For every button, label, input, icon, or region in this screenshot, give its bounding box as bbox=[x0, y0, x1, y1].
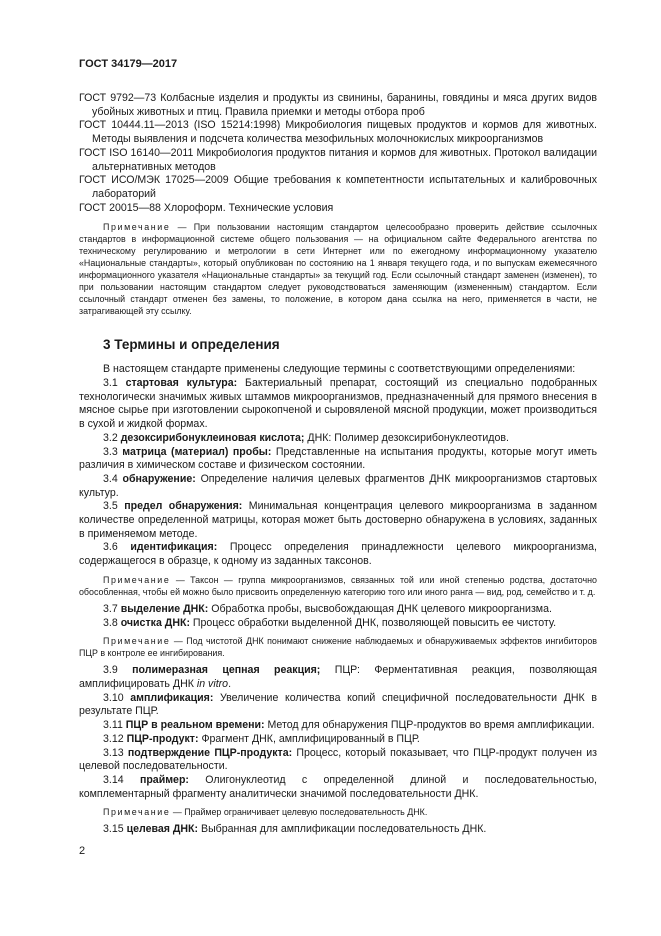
document-header: ГОСТ 34179—2017 bbox=[79, 58, 178, 70]
reference-item: ГОСТ ISO 16140—2011 Микробиология продуктов питания и кормов для животных. Протокол валидации альтернативных методов bbox=[79, 146, 598, 173]
reference-item: ГОСТ 10444.11—2013 (ISO 15214:1998) Микробиология пищевых продуктов и кормов для животных. Методы выявления и подсчета количества мезофильных молочнокислых микроорганизмов bbox=[79, 119, 597, 146]
reference-note: Примечание — При пользовании настоящим стандартом целесообразно проверить действие ссылочных стандартов в информационной системе общего пользования — на официальном сайте Федерального агентства по техническому регулированию и метрологии в сети Интернет или по ежегодному информационному указателю «Национальные стандарты», который опубликован по состоянию на 1 января текущего года, и по выпускам ежемесячного информационного указателя «Национальные стандарты» за текущий год. Если ссылочный стандарт заменен (изменен), то при пользовании настоящим стандартом следует руководствоваться заменяющим (измененным) стандартом. Если ссылочный стандарт отменен без замены, то положение, в котором дана ссылка на него, применяется в части, не затрагивающей эту ссылку. bbox=[79, 222, 598, 317]
term-definition: 3.9 полимеразная цепная реакция; ПЦР: Ферментативная реакция, позволяющая амплифицировать ДНК in vitro. bbox=[79, 664, 597, 690]
term-definition: 3.14 праймер: Олигонуклеотид с определенной длиной и последовательностью, комплементарный фрагменту аналитически значимой последовательности ДНК. bbox=[79, 773, 598, 800]
reference-item: ГОСТ 9792—73 Колбасные изделия и продукты из свинины, баранины, говядины и мяса других видов убойных животных и птиц. Правила приемки и методы отбора проб bbox=[79, 92, 597, 118]
page-number: 2 bbox=[79, 845, 86, 857]
term-definition: 3.10 амплификация: Увеличение количества копий специфичной последовательности ДНК в результате ПЦР. bbox=[79, 691, 597, 718]
term-definition: 3.4 обнаружение: Определение наличия целевых фрагментов ДНК микроорганизмов стартовых культур. bbox=[79, 472, 597, 499]
term-definition: 3.1 стартовая культура: Бактериальный препарат, состоящий из специально подобранных технологически значимых живых штаммов микроорганизмов, предназначенный для прямого внесения в мясное сырье при изготовлении сырокопченой и сыровяленой мясной продукции, может производиться в сухой и жидкой формах. bbox=[79, 377, 597, 431]
reference-item: ГОСТ ИСО/МЭК 17025—2009 Общие требования к компетентности испытательных и калибровочных лабораторий bbox=[79, 174, 598, 200]
term-definition: 3.2 дезоксирибонуклеиновая кислота; ДНК: Полимер дезоксирибонуклеотидов. bbox=[103, 431, 509, 444]
term-note: Примечание — Под чистотой ДНК понимают снижение наблюдаемых и обнаруживаемых эффектов ингибиторов ПЦР в контроле ее ингибирования. bbox=[79, 636, 597, 659]
section-intro: В настоящем стандарте применены следующие термины с соответствующими определениями: bbox=[103, 363, 576, 376]
term-definition: 3.6 идентификация: Процесс определения принадлежности целевого микроорганизма, содержащегося в образце, к одному из заданных таксонов. bbox=[79, 541, 597, 568]
section-title: 3 Термины и определения bbox=[103, 337, 280, 353]
page-content bbox=[79, 92, 597, 837]
term-definition: 3.12 ПЦР-продукт: Фрагмент ДНК, амплифицированный в ПЦР. bbox=[103, 732, 420, 745]
term-definition: 3.15 целевая ДНК: Выбранная для амплификации последовательность ДНК. bbox=[103, 823, 487, 836]
term-definition: 3.7 выделение ДНК: Обработка пробы, высвобождающая ДНК целевого микроорганизма. bbox=[103, 602, 552, 615]
term-definition: 3.13 подтверждение ПЦР-продукта: Процесс, который показывает, что ПЦР-продукт получен из целевой последовательности. bbox=[79, 746, 597, 773]
term-note: Примечание — Праймер ограничивает целевую последовательность ДНК. bbox=[103, 807, 428, 818]
term-definition: 3.8 очистка ДНК: Процесс обработки выделенной ДНК, позволяющей повысить ее чистоту. bbox=[103, 616, 557, 629]
term-definition: 3.5 предел обнаружения: Минимальная концентрация целевого микроорганизма в заданном количестве определенной матрицы, которая может быть достоверно обнаружена в условиях, заданных в применяемом методе. bbox=[79, 500, 598, 540]
term-note: Примечание — Таксон — группа микроорганизмов, связанных той или иной степенью родства, достаточно обособленная, чтобы ей можно было присвоить определенную категорию того или иного ранга — вид, род, семейство и т. д. bbox=[79, 574, 597, 597]
reference-item: ГОСТ 20015—88 Хлороформ. Технические условия bbox=[79, 201, 334, 214]
term-definition: 3.11 ПЦР в реальном времени: Метод для обнаружения ПЦР-продуктов во время амплификации. bbox=[103, 719, 595, 732]
term-definition: 3.3 матрица (материал) пробы: Представленные на испытания продукты, которые могут иметь различия в химическом составе и физическом состоянии. bbox=[79, 445, 597, 472]
